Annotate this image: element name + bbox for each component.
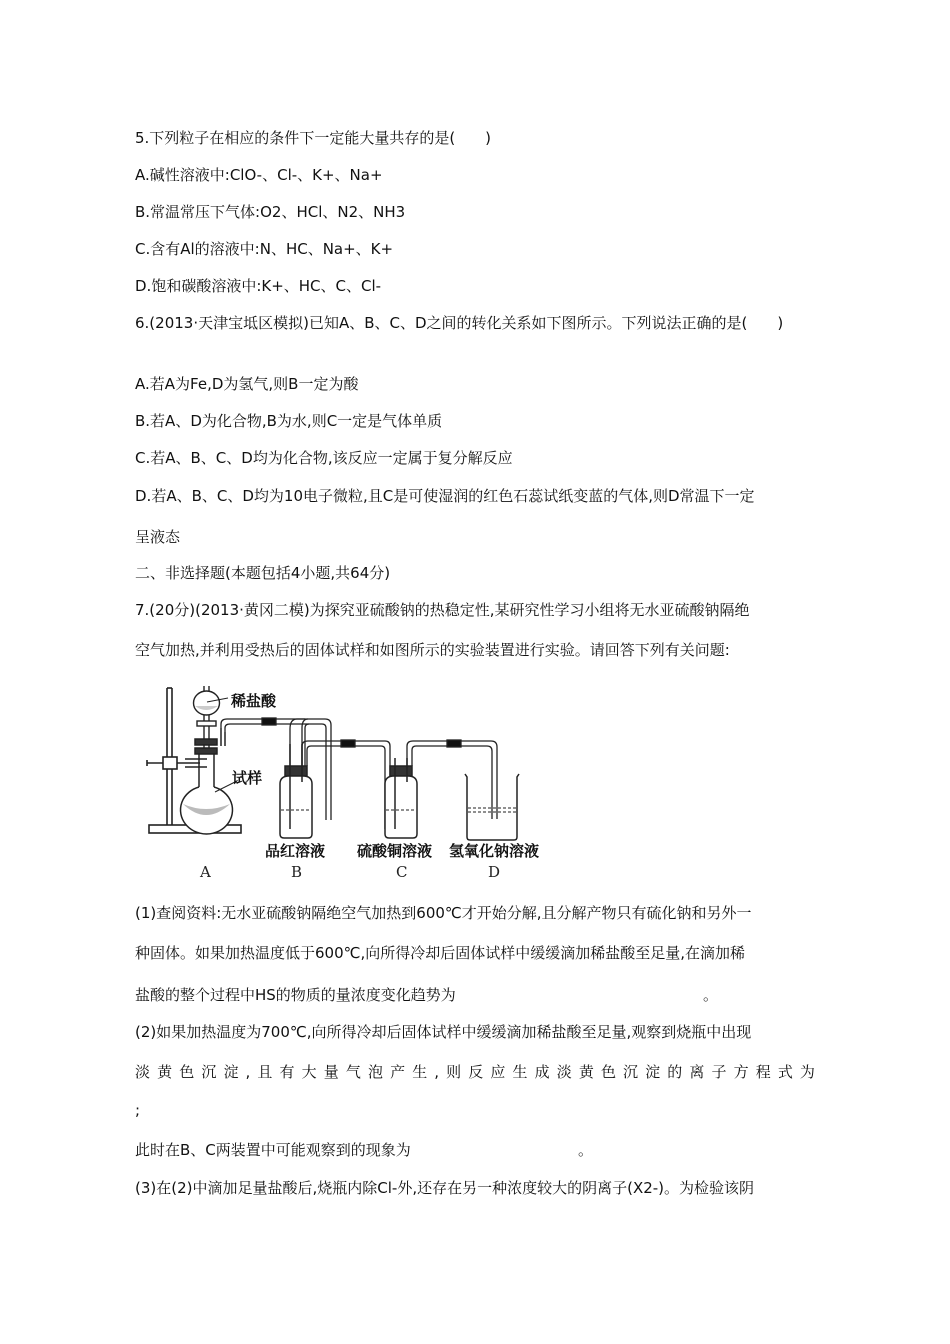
q6-option-b: B.若A、D为化合物,B为水,则C一定是气体单质 <box>135 412 443 430</box>
justified-char: 方 <box>733 1063 749 1081</box>
justified-char: , <box>434 1063 440 1081</box>
label-acid: 稀盐酸 <box>231 692 277 710</box>
q7-part2-line4: 此时在B、C两装置中可能观察到的现象为 <box>135 1141 411 1159</box>
justified-char: 程 <box>755 1063 771 1081</box>
justified-char: 的 <box>667 1063 683 1081</box>
justified-char: 则 <box>446 1063 462 1081</box>
justified-char: 淀 <box>645 1063 661 1081</box>
q7-part2-line2 <box>135 1062 815 1082</box>
justified-char: 色 <box>179 1063 195 1081</box>
q7-part2-line1: (2)如果加热温度为700℃,向所得冷却后固体试样中缓缓滴加稀盐酸至足量,观察到烧瓶中出现 <box>135 1023 752 1041</box>
q6-option-a: A.若A为Fe,D为氢气,则B一定为酸 <box>135 375 359 393</box>
section-heading: 二、非选择题(本题包括4小题,共64分) <box>135 564 391 582</box>
justified-char: 且 <box>257 1063 273 1081</box>
justified-char: 子 <box>711 1063 727 1081</box>
q5-stem: 5.下列粒子在相应的条件下一定能大量共存的是( ) <box>135 129 492 147</box>
justified-char: 有 <box>279 1063 295 1081</box>
justified-char: 色 <box>600 1063 616 1081</box>
justified-char: 反 <box>468 1063 484 1081</box>
label-sample: 试样 <box>232 769 263 787</box>
justified-char: 气 <box>345 1063 361 1081</box>
q5-option-c: C.含有Al的溶液中:N、HC、Na+、K+ <box>135 240 394 258</box>
justified-char: 淡 <box>556 1063 572 1081</box>
round-flask <box>181 728 236 834</box>
label-b-solution: 品红溶液 <box>265 842 326 860</box>
justified-char: , <box>245 1063 251 1081</box>
letter-a: A <box>200 863 211 881</box>
justified-char: 沉 <box>623 1063 639 1081</box>
tube-b-c <box>302 740 390 829</box>
label-c-solution: 硫酸铜溶液 <box>357 842 433 860</box>
justified-char: 生 <box>412 1063 428 1081</box>
justified-char: 为 <box>799 1063 815 1081</box>
q6-option-d-line2: 呈液态 <box>135 528 181 546</box>
justified-char: 黄 <box>578 1063 594 1081</box>
justified-char: 生 <box>512 1063 528 1081</box>
q6-stem: 6.(2013·天津宝坻区模拟)已知A、B、C、D之间的转化关系如下图所示。下列说法正确的是( ) <box>135 314 784 332</box>
justified-char: 黄 <box>157 1063 173 1081</box>
q7-part1-line2: 种固体。如果加热温度低于600℃,向所得冷却后固体试样中缓缓滴加稀盐酸至足量,在滴加稀 <box>135 944 746 962</box>
q7-part1-end: 。 <box>703 986 719 1004</box>
letter-b: B <box>291 863 303 881</box>
q7-part2-end: 。 <box>578 1141 594 1159</box>
tube-c-d <box>407 740 497 819</box>
q7-stem-line2: 空气加热,并利用受热后的固体试样和如图所示的实验装置进行实验。请回答下列有关问题: <box>135 641 730 659</box>
apparatus-diagram <box>145 684 560 884</box>
q6-option-d-line1: D.若A、B、C、D均为10电子微粒,且C是可使湿润的红色石蕊试纸变蓝的气体,则D常温下一定 <box>135 487 755 505</box>
q5-option-b: B.常温常压下气体:O2、HCl、N2、NH3 <box>135 203 406 221</box>
q7-part2-line3: ; <box>135 1101 141 1119</box>
label-d-solution: 氢氧化钠溶液 <box>449 842 540 860</box>
justified-char: 产 <box>390 1063 406 1081</box>
justified-char: 量 <box>323 1063 339 1081</box>
justified-char: 淀 <box>223 1063 239 1081</box>
justified-char: 应 <box>490 1063 506 1081</box>
justified-char: 泡 <box>367 1063 383 1081</box>
q7-part3-line1: (3)在(2)中滴加足量盐酸后,烧瓶内除Cl-外,还存在另一种浓度较大的阴离子(X2-)。为检验该阴 <box>135 1179 755 1197</box>
justified-char: 沉 <box>201 1063 217 1081</box>
letter-d: D <box>488 863 501 881</box>
letter-c: C <box>396 863 408 881</box>
q7-part1-line1: (1)查阅资料:无水亚硫酸钠隔绝空气加热到600℃才开始分解,且分解产物只有硫化钠和另外一 <box>135 904 752 922</box>
justified-char: 成 <box>534 1063 550 1081</box>
q7-stem-line1: 7.(20分)(2013·黄冈二模)为探究亚硫酸钠的热稳定性,某研究性学习小组将无水亚硫酸钠隔绝 <box>135 601 750 619</box>
q6-option-c: C.若A、B、C、D均为化合物,该反应一定属于复分解反应 <box>135 449 513 467</box>
q5-option-a: A.碱性溶液中:ClO-、Cl-、K+、Na+ <box>135 166 383 184</box>
justified-char: 淡 <box>135 1063 151 1081</box>
justified-char: 大 <box>301 1063 317 1081</box>
bottle-c <box>385 758 417 838</box>
justified-char: 离 <box>689 1063 705 1081</box>
q7-part1-line3: 盐酸的整个过程中HS的物质的量浓度变化趋势为 <box>135 986 456 1004</box>
q5-option-d: D.饱和碳酸溶液中:K+、HC、C、Cl- <box>135 277 382 295</box>
justified-char: 式 <box>777 1063 793 1081</box>
